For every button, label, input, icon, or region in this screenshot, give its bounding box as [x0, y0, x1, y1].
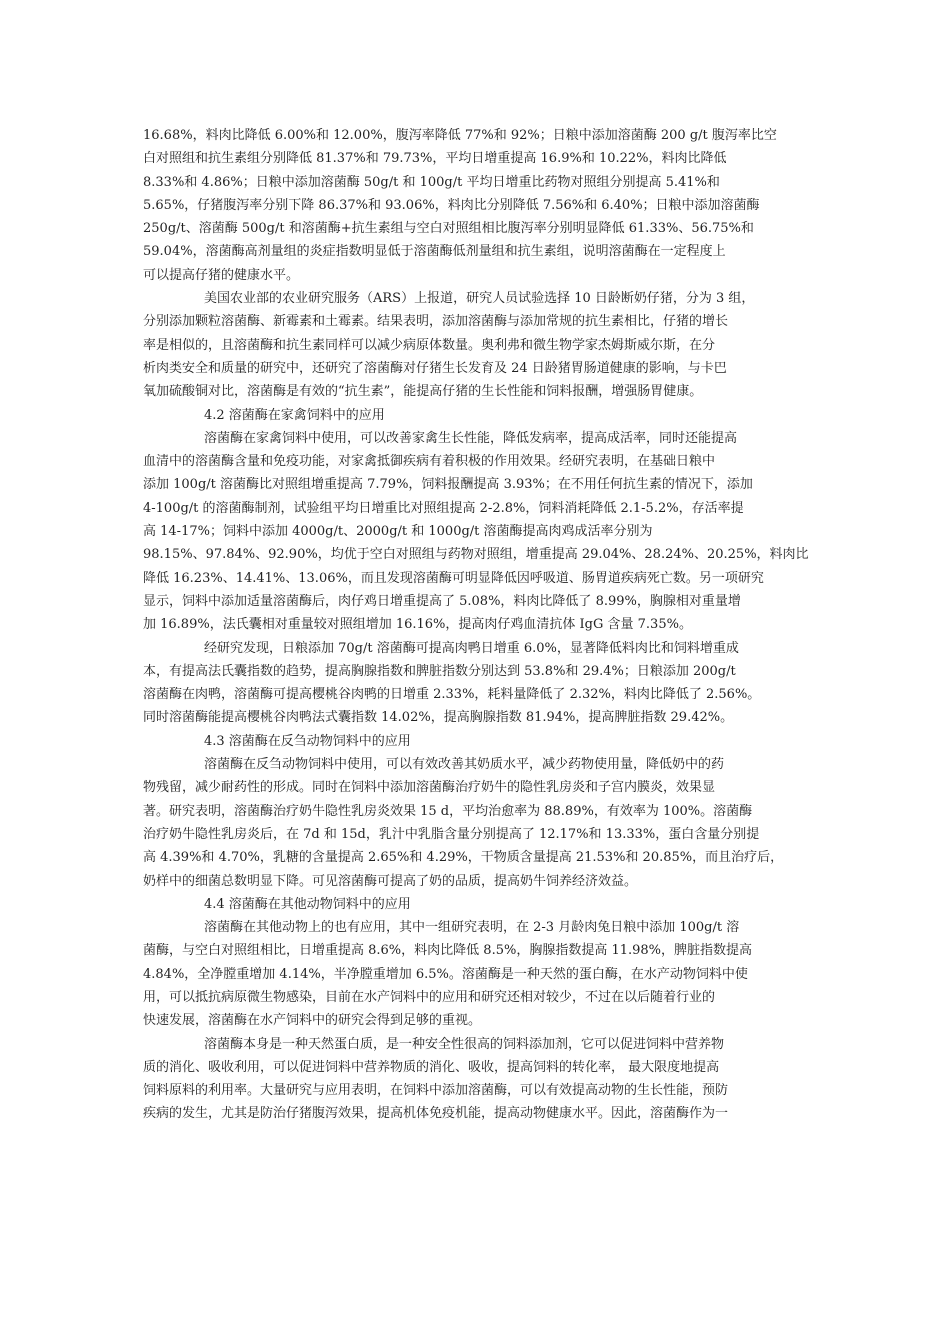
text-line: 本，有提高法氏囊指数的趋势，提高胸腺指数和脾脏指数分别达到 53.8%和 29.4%；日粮添加 200g/t — [143, 663, 736, 679]
text-line: 溶菌酶在其他动物上的也有应用，其中一组研究表明，在 2-3 月龄肉兔日粮中添加 100g/t 溶 — [204, 920, 740, 936]
text-line: 4-100g/t 的溶菌酶制剂，试验组平均日增重比对照组提高 2-2.8%，饲料消耗降低 2.1-5.2%，存活率提 — [143, 500, 744, 516]
text-line: 可以提高仔猪的健康水平。 — [143, 267, 300, 283]
text-line: 治疗奶牛隐性乳房炎后，在 7d 和 15d，乳汁中乳脂含量分别提高了 12.17%和 13.33%，蛋白含量分别提 — [143, 826, 760, 842]
text-line: 16.68%，料肉比降低 6.00%和 12.00%，腹泻率降低 77%和 92%；日粮中添加溶菌酶 200 g/t 腹泻率比空 — [143, 128, 777, 143]
text-line: 250g/t、溶菌酶 500g/t 和溶菌酶+抗生素组与空白对照组相比腹泻率分别明显降低 61.33%、56.75%和 — [143, 221, 754, 237]
text-line: 4.4 溶菌酶在其他动物饲料中的应用 — [204, 896, 411, 912]
text-line: 同时溶菌酶能提高樱桃谷肉鸭法式囊指数 14.02%，提高胸腺指数 81.94%，提高脾脏指数 29.42%。 — [143, 710, 734, 726]
text-line: 菌酶，与空白对照组相比，日增重提高 8.6%，料肉比降低 8.5%，胸腺指数提高 11.98%，脾脏指数提高 — [143, 943, 753, 959]
text-line: 饲料原料的利用率。大量研究与应用表明，在饲料中添加溶菌酶，可以有效提高动物的生长性能，预防 — [143, 1083, 729, 1099]
text-line: 4.3 溶菌酶在反刍动物饲料中的应用 — [204, 733, 411, 749]
text-line: 著。研究表明，溶菌酶治疗奶牛隐性乳房炎效果 15 d，平均治愈率为 88.89%，有效率为 100%。溶菌酶 — [143, 803, 753, 819]
text-line: 溶菌酶在肉鸭，溶菌酶可提高樱桃谷肉鸭的日增重 2.33%，耗料量降低了 2.32%，料肉比降低了 2.56%。 — [143, 687, 761, 703]
text-line: 美国农业部的农业研究服务（ARS）上报道，研究人员试验选择 10 日龄断奶仔猪，分为 3 组， — [204, 291, 755, 307]
text-line: 高 4.39%和 4.70%，乳糖的含量提高 2.65%和 4.29%，干物质含量提高 21.53%和 20.85%，而且治疗后， — [143, 850, 784, 866]
text-line: 率是相似的，且溶菌酶和抗生素同样可以减少病原体数量。奥利弗和微生物学家杰姆斯威尔斯，在分 — [143, 337, 716, 353]
text-line: 血清中的溶菌酶含量和免疫功能，对家禽抵御疾病有着积极的作用效果。经研究表明，在基础日粮中 — [143, 454, 716, 470]
text-line: 4.2 溶菌酶在家禽饲料中的应用 — [204, 407, 385, 423]
text-line: 溶菌酶在反刍动物饲料中使用，可以有效改善其奶质水平，减少药物使用量，降低奶中的药 — [204, 757, 725, 773]
text-line: 98.15%、97.84%、92.90%，均优于空白对照组与药物对照组，增重提高 29.04%、28.24%、20.25%，料肉比 — [143, 547, 809, 563]
text-line: 显示，饲料中添加适量溶菌酶后，肉仔鸡日增重提高了 5.08%，料肉比降低了 8.99%，胸腺相对重量增 — [143, 593, 741, 609]
text-line: 8.33%和 4.86%；日粮中添加溶菌酶 50g/t 和 100g/t 平均日增重比药物对照组分别提高 5.41%和 — [143, 174, 720, 190]
text-line: 经研究发现，日粮添加 70g/t 溶菌酶可提高肉鸭日增重 6.0%，显著降低料肉比和饲料增重成 — [204, 640, 739, 656]
text-line: 氧加硫酸铜对比，溶菌酶是有效的“抗生素”，能提高仔猪的生长性能和饲料报酬，增强肠胃健康。 — [143, 384, 703, 400]
text-line: 5.65%，仔猪腹泻率分别下降 86.37%和 93.06%，料肉比分别降低 7.56%和 6.40%；日粮中添加溶菌酶 — [143, 197, 760, 213]
text-line: 质的消化、吸收利用，可以促进饲料中营养物质的消化、吸收，提高饲料的转化率， 最大限度地提高 — [143, 1059, 720, 1075]
text-line: 高 14-17%；饲料中添加 4000g/t、2000g/t 和 1000g/t 溶菌酶提高肉鸡成活率分别为 — [143, 524, 653, 540]
text-line: 降低 16.23%、14.41%、13.06%，而且发现溶菌酶可明显降低因呼吸道、肠胃道疾病死亡数。另一项研究 — [143, 570, 764, 586]
text-line: 溶菌酶本身是一种天然蛋白质，是一种安全性很高的饲料添加剂，它可以促进饲料中营养物 — [204, 1036, 725, 1052]
text-line: 白对照组和抗生素组分别降低 81.37%和 79.73%，平均日增重提高 16.9%和 10.22%，料肉比降低 — [143, 151, 727, 167]
text-line: 析肉类安全和质量的研究中，还研究了溶菌酶对仔猪生长发育及 24 日龄猪胃肠道健康的影响，与卡巴 — [143, 360, 727, 376]
text-line: 疾病的发生，尤其是防治仔猪腹泻效果，提高机体免疫机能，提高动物健康水平。因此，溶菌酶作为一 — [143, 1106, 729, 1122]
text-line: 快速发展，溶菌酶在水产饲料中的研究会得到足够的重视。 — [143, 1013, 482, 1029]
text-line: 物残留，减少耐药性的形成。同时在饲料中添加溶菌酶治疗奶牛的隐性乳房炎和子宫内膜炎，效果显 — [143, 780, 716, 796]
text-line: 溶菌酶在家禽饲料中使用，可以改善家禽生长性能，降低发病率，提高成活率，同时还能提高 — [204, 430, 738, 446]
text-line: 加 16.89%，法氏囊相对重量较对照组增加 16.16%，提高肉仔鸡血清抗体 IgG 含量 7.35%。 — [143, 617, 692, 633]
text-line: 分别添加颗粒溶菌酶、新霉素和土霉素。结果表明，添加溶菌酶与添加常规的抗生素相比，仔猪的增长 — [143, 314, 729, 330]
text-line: 用，可以抵抗病原微生物感染，目前在水产饲料中的应用和研究还相对较少，不过在以后随着行业的 — [143, 989, 716, 1005]
document-page — [143, 124, 811, 1126]
text-line: 添加 100g/t 溶菌酶比对照组增重提高 7.79%，饲料报酬提高 3.93%；在不用任何抗生素的情况下，添加 — [143, 477, 753, 493]
text-line: 59.04%，溶菌酶高剂量组的炎症指数明显低于溶菌酶低剂量组和抗生素组，说明溶菌酶在一定程度上 — [143, 244, 726, 260]
text-line: 4.84%，全净膛重增加 4.14%，半净膛重增加 6.5%。溶菌酶是一种天然的蛋白酶，在水产动物饲料中使 — [143, 966, 748, 982]
text-line: 奶样中的细菌总数明显下降。可见溶菌酶可提高了奶的品质，提高奶牛饲养经济效益。 — [143, 873, 638, 889]
